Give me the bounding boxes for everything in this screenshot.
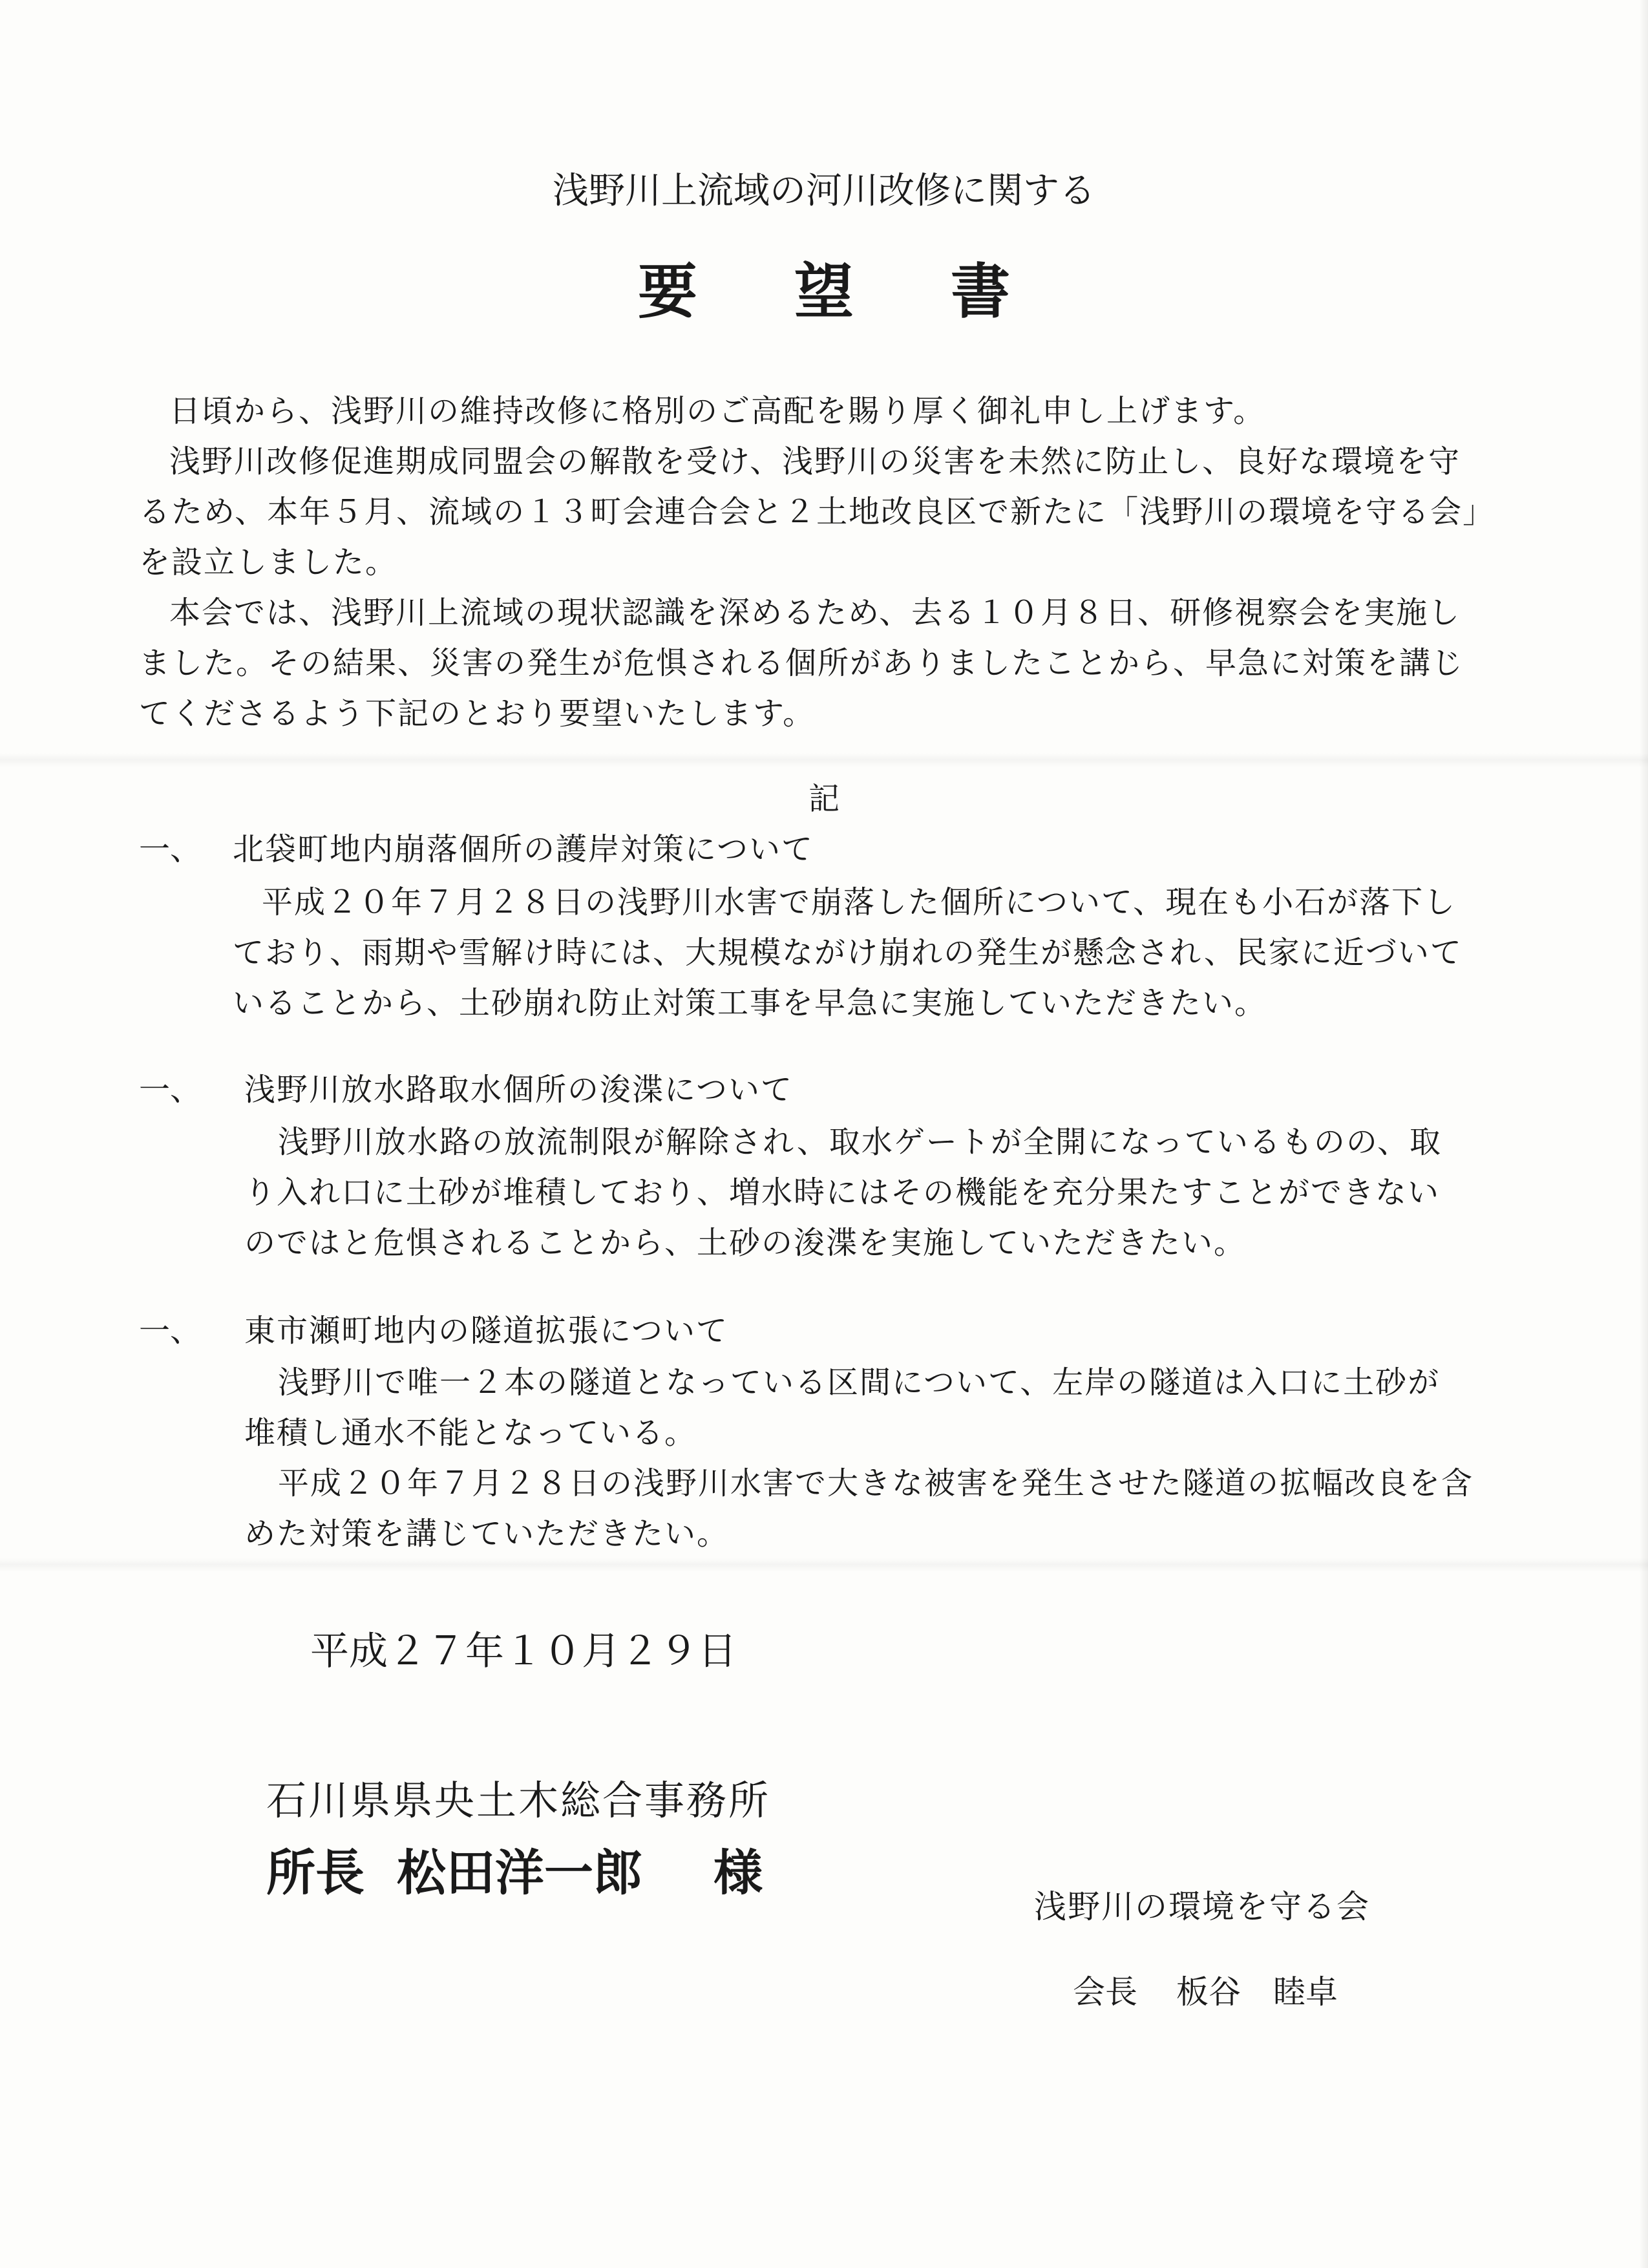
item-line: 平成２０年７月２８日の浅野川水害で大きな被害を発生させた隧道の拡幅改良を含 [278,1465,1474,1501]
item-bullet: 一、 [139,1072,202,1108]
document-subtitle: 浅野川上流域の河川改修に関する [553,170,1095,212]
item-line: のではと危惧されることから、土砂の浚渫を実施していただきたい。 [244,1225,1247,1261]
item-line: り入れ口に土砂が堆積しており、増水時にはその機能を充分果たすことができない [244,1174,1441,1211]
intro-line: を設立しました。 [139,544,398,580]
item-line: 堆積し通水不能となっている。 [244,1415,697,1451]
intro-line: てくださるよう下記のとおり要望いたします。 [139,695,816,732]
item-title: 北袋町地内崩落個所の護岸対策について [233,831,814,867]
item-line: 浅野川放水路の放流制限が解除され、取水ゲートが全開になっているものの、取 [278,1124,1442,1160]
paper-edge-shadow [1639,0,1648,2268]
recipient-honorific: 様 [713,1844,763,1902]
letter-date: 平成２７年１０月２９日 [310,1629,737,1674]
sender-line [1073,1973,1338,2011]
paper-fold-crease [0,753,1648,767]
document-title: 要望書 [637,257,1107,326]
item-line: 平成２０年７月２８日の浅野川水害で崩落した個所について、現在も小石が落下し [262,884,1457,920]
recipient-office: 石川県県央土木総合事務所 [266,1777,771,1824]
intro-line: るため、本年５月、流域の１３町会連合会と２土地改良区で新たに「浅野川の環境を守る会」 [139,494,1495,530]
sender-organization: 浅野川の環境を守る会 [1034,1888,1370,1925]
item-line: めた対策を講じていただきたい。 [244,1516,730,1552]
sender-name: 板谷 睦卓 [1176,1973,1338,2011]
intro-line: 浅野川改修促進期成同盟会の解散を受け、浅野川の災害を未然に防止し、良好な環境を守 [169,443,1461,480]
item-title: 浅野川放水路取水個所の浚渫について [244,1072,794,1108]
intro-line: 本会では、浅野川上流域の現状認識を深めるため、去る１０月８日、研修視察会を実施し [169,595,1461,631]
intro-line: ました。その結果、災害の発生が危惧される個所がありましたことから、早急に対策を講じ [139,645,1464,681]
item-line: 浅野川で唯一２本の隧道となっている区間について、左岸の隧道は入口に土砂が [278,1364,1441,1401]
ki-heading: 記 [808,781,840,817]
recipient-line [266,1844,763,1902]
item-bullet: 一、 [139,1313,202,1349]
recipient-name: 松田洋一郎 [397,1844,642,1902]
paper-fold-crease [0,1558,1648,1572]
intro-line: 日頃から、浅野川の維持改修に格別のご高配を賜り厚く御礼申し上げます。 [169,393,1266,429]
sender-title: 会長 [1073,1973,1137,2011]
item-bullet: 一、 [139,831,202,867]
item-line: ており、雨期や雪解け時には、大規模ながけ崩れの発生が懸念され、民家に近づいて [233,935,1463,971]
recipient-title: 所長 [266,1844,364,1902]
item-line: いることから、土砂崩れ防止対策工事を早急に実施していただきたい。 [233,985,1267,1021]
item-title: 東市瀬町地内の隧道拡張について [244,1313,729,1349]
